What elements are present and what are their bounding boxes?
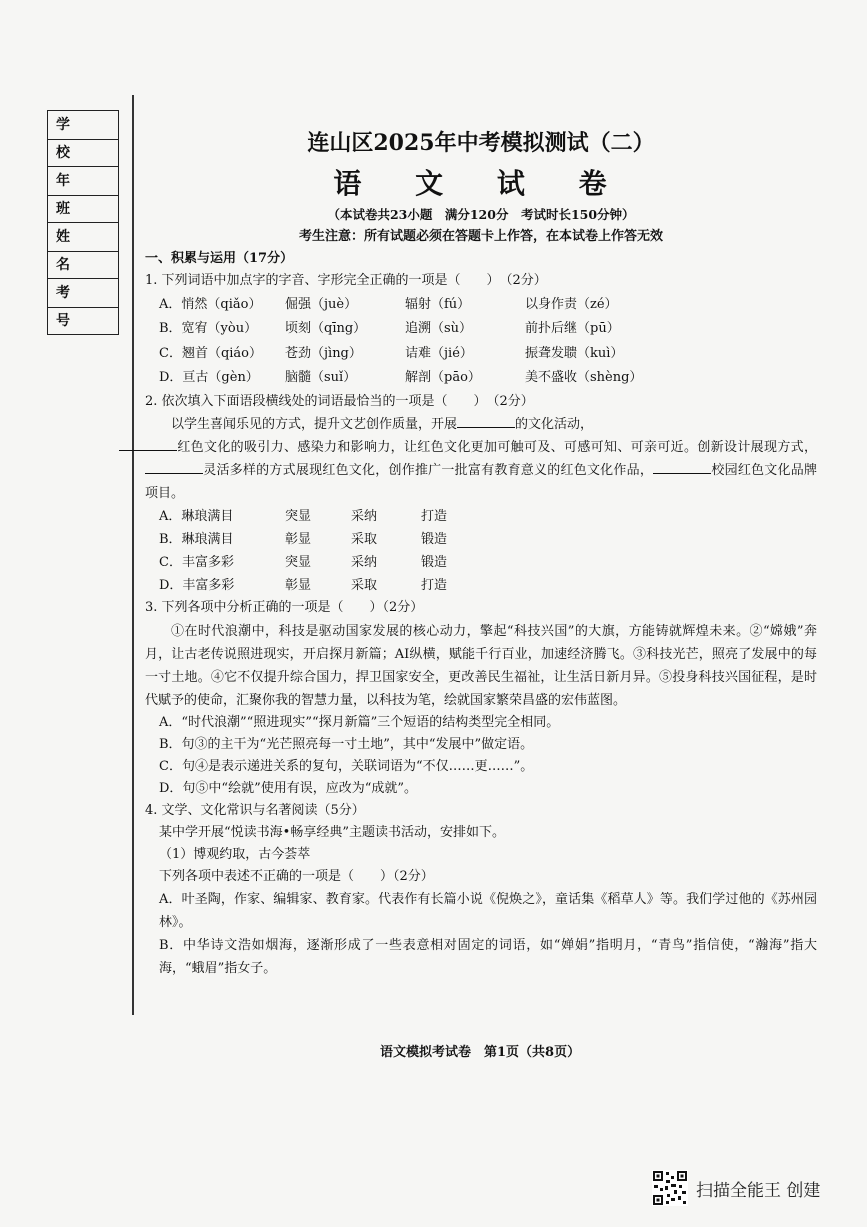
- q4-option-b: B．中华诗文浩如烟海，逐渐形成了一些表意相对固定的词语，如“婵娟”指明月，“青鸟”指信使，“瀚海”指大海，“蛾眉”指女子。: [159, 938, 817, 976]
- class-label: 年 班: [48, 167, 118, 196]
- q3-option-d: D．句⑤中“绘就”使用有误，应改为“成就”。: [159, 780, 418, 796]
- fill-blank: [653, 461, 711, 474]
- question-4-sub1: （1）博观约取，古今荟萃: [159, 847, 311, 862]
- scanner-watermark: [652, 1170, 820, 1206]
- question-3-stem: 3. 下列各项中分析正确的一项是（ ）（2分）: [145, 600, 424, 615]
- q3-option-b: B．句③的主干为“光芒照亮每一寸土地”，其中“发展中”做定语。: [159, 736, 534, 752]
- qr-code-icon: [652, 1170, 688, 1206]
- fill-blank: [119, 438, 177, 451]
- fill-blank: [457, 415, 515, 428]
- section-heading: 一、积累与运用（17分）: [145, 251, 294, 266]
- page-footer: 语文模拟考试卷 第1页（共8页）: [380, 1045, 581, 1060]
- q2-option-d: D．丰富多彩 彰显 采取 打造: [159, 578, 448, 593]
- q2-option-a: A．琳琅满目 突显 采纳 打造: [159, 509, 448, 524]
- binding-line: [132, 95, 134, 1015]
- question-2-stem: 2. 依次填入下面语段横线处的词语最恰当的一项是（ ） （2分）: [145, 393, 534, 409]
- q4-option-a: A．叶圣陶，作家、编辑家、教育家。代表作有长篇小说《倪焕之》，童话集《稻草人》等。我们学过他的《苏州园林》。: [159, 892, 817, 930]
- q1-option-a: A．悄然（qiǎo） 倔强（juè） 辐射（fú） 以身作责（zé）: [159, 296, 618, 312]
- scanner-watermark-text: 扫描全能王 创建: [696, 1180, 821, 1201]
- question-3-passage: ①在时代浪潮中，科技是驱动国家发展的核心动力，擎起“科技兴国”的大旗，方能铸就辉煌未来。②“嫦娥”奔月，让古老传说照进现实，开启探月新篇；AI纵横，赋能千行百业，加速经济腾飞。③科技光芒，照亮了发展中的每一寸土地。④它不仅提升综合国力，捍卫国家安全，更改善民生福祉，让生活日新月异。⑤投身科技兴国征程，是时代赋予的使命，汇聚你我的智慧力量，以科技为笔，绘就国家繁荣昌盛的宏伟蓝图。: [145, 623, 817, 708]
- school-label: 学 校: [48, 111, 118, 140]
- question-4-intro: 某中学开展“悦读书海•畅享经典”主题读书活动，安排如下。: [159, 825, 505, 840]
- q1-option-c: C．翘首（qiáo） 苍劲（jìng） 诘难（jié） 振聋发聩（kuì）: [159, 345, 624, 361]
- q3-option-a: A．“时代浪潮”“照进现实”“探月新篇”三个短语的结构类型完全相同。: [159, 714, 560, 730]
- question-4-stem: 4. 文学、文化常识与名著阅读（5分）: [145, 802, 365, 818]
- fill-blank: [145, 461, 203, 474]
- question-1-options: [159, 293, 817, 391]
- student-info-table: [47, 110, 119, 335]
- q1-option-b: B．宽宥（yòu） 顷刻（qīng） 追溯（sù） 前扑后继（pū）: [159, 321, 620, 336]
- exam-title: 连山区2025年中考模拟测试（二）: [307, 130, 655, 156]
- name-label: 姓 名: [48, 223, 118, 252]
- q2-option-b: B．琳琅满目 彰显 采取 锻造: [159, 532, 448, 547]
- q2-option-c: C．丰富多彩 突显 采纳 锻造: [159, 555, 448, 570]
- q1-option-d: D．亘古（gèn） 脑髓（suǐ） 解剖（pāo） 美不盛收（shèng）: [159, 370, 643, 385]
- question-1-stem: 1. 下列词语中加点字的字音、字形完全正确的一项是（ ） （2分）: [145, 273, 547, 288]
- question-2-options: [159, 505, 817, 597]
- question-2-passage: 以学生喜闻乐见的方式，提升文艺创作质量，开展 的文化活动， 红色文化的吸引力、感染力和影响力，让红色文化更加可触可及、可感可知、可亲可近。创新设计展现方式，灵活多样的方式展现红色文化，创作推广一批富有教育意义的红色文化作品， 校园红色文化品牌项目。: [145, 413, 817, 505]
- question-4-sub1-question: 下列各项中表述不正确的一项是（ ）（2分）: [159, 869, 434, 884]
- q3-option-c: C．句④是表示递进关系的复句，关联词语为“不仅……更……”。: [159, 758, 534, 774]
- exam-content: [145, 126, 817, 980]
- exam-number-label: 考 号: [48, 279, 118, 308]
- exam-subtitle: 语 文 试 卷: [333, 167, 629, 200]
- exam-notice: 考生注意：所有试题必须在答题卡上作答，在本试卷上作答无效: [298, 229, 663, 244]
- exam-info: （本试卷共23小题 满分120分 考试时长150分钟）: [327, 207, 635, 222]
